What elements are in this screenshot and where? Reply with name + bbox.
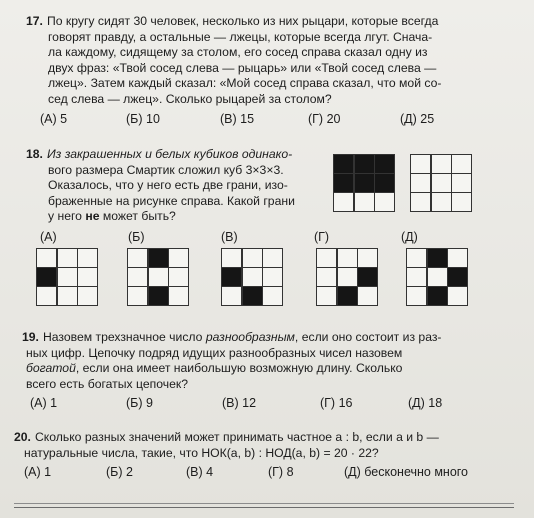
problem-17-line-2: говорят правду, а остальные — лжецы, которые всегда лгут. Снача- bbox=[48, 29, 433, 44]
problem-17-line-3: ла каждому, сидящему за столом, его сосед справа сказал одну из bbox=[48, 45, 428, 60]
white-cube-cell bbox=[222, 249, 241, 267]
problem-19-answers bbox=[22, 396, 492, 412]
white-cube-cell bbox=[58, 268, 77, 286]
answer-option-c[interactable]: (В) 4 bbox=[186, 465, 214, 480]
given-face-white bbox=[410, 154, 472, 212]
white-cube-cell bbox=[355, 193, 374, 211]
problem-17 bbox=[26, 14, 496, 127]
white-cube-cell bbox=[452, 174, 471, 192]
white-cube-cell bbox=[169, 287, 188, 305]
problem-19-number: 19. bbox=[22, 330, 39, 344]
white-cube-cell bbox=[317, 249, 336, 267]
problem-18-line-3: Оказалось, что у него есть две грани, изо- bbox=[48, 178, 288, 193]
answer-option-a[interactable]: (А) 1 bbox=[30, 396, 58, 411]
problem-19-line-4: всего есть богатых цепочек? bbox=[26, 376, 188, 391]
white-cube-cell bbox=[317, 268, 336, 286]
answer-option-d[interactable]: (Г) 16 bbox=[320, 396, 353, 411]
white-cube-cell bbox=[37, 249, 56, 267]
white-cube-cell bbox=[411, 155, 430, 173]
option-face-e[interactable] bbox=[406, 248, 468, 306]
answer-option-a[interactable]: (А) 5 bbox=[40, 111, 68, 126]
given-face-dark bbox=[333, 154, 395, 212]
problem-17-line-5: лжец». Затем каждый сказал: «Мой сосед справа сказал, что мой со- bbox=[48, 76, 442, 91]
problem-19-line-2: ных цифр. Цепочку подряд идущих разнообразных чисел назовем bbox=[26, 345, 403, 360]
white-cube-cell bbox=[243, 268, 262, 286]
white-cube-cell bbox=[452, 193, 471, 211]
dark-cube-cell bbox=[334, 155, 353, 173]
answer-option-c[interactable]: (В) 12 bbox=[222, 396, 257, 411]
problem-18-question-emphasis: не bbox=[85, 209, 100, 224]
dark-cube-cell bbox=[149, 249, 168, 267]
problem-19-line-3-text: , если она имеет наибольшую возможную длину. Сколько bbox=[75, 361, 403, 376]
white-cube-cell bbox=[338, 268, 357, 286]
option-label-b: (Б) bbox=[128, 230, 145, 244]
answer-option-b[interactable]: (Б) 2 bbox=[106, 465, 133, 480]
white-cube-cell bbox=[432, 174, 451, 192]
option-face-c[interactable] bbox=[221, 248, 283, 306]
white-cube-cell bbox=[222, 287, 241, 305]
white-cube-cell bbox=[317, 287, 336, 305]
answer-option-a[interactable]: (А) 1 bbox=[24, 465, 52, 480]
white-cube-cell bbox=[428, 268, 447, 286]
problem-20 bbox=[14, 430, 514, 481]
white-cube-cell bbox=[243, 249, 262, 267]
white-cube-cell bbox=[78, 287, 97, 305]
white-cube-cell bbox=[407, 287, 426, 305]
option-face-b[interactable] bbox=[127, 248, 189, 306]
problem-20-answers bbox=[14, 465, 514, 481]
problem-17-text: По кругу сидят 30 человек, несколько из них рыцари, которые всегда bbox=[46, 14, 439, 28]
white-cube-cell bbox=[452, 155, 471, 173]
problem-19-term-rich: богатой bbox=[26, 361, 76, 376]
option-label-e: (Д) bbox=[401, 230, 418, 244]
dark-cube-cell bbox=[428, 287, 447, 305]
dark-cube-cell bbox=[428, 249, 447, 267]
problem-18-line-1 bbox=[26, 147, 326, 163]
white-cube-cell bbox=[128, 249, 147, 267]
answer-option-b[interactable]: (Б) 9 bbox=[126, 396, 153, 411]
white-cube-cell bbox=[78, 268, 97, 286]
dark-cube-cell bbox=[375, 174, 394, 192]
divider-line bbox=[14, 507, 514, 508]
white-cube-cell bbox=[263, 287, 282, 305]
problem-18-line-5 bbox=[26, 209, 326, 225]
problem-20-line-1 bbox=[14, 430, 514, 446]
problem-17-answers bbox=[26, 112, 496, 128]
problem-20-number: 20. bbox=[14, 430, 31, 444]
white-cube-cell bbox=[169, 249, 188, 267]
white-cube-cell bbox=[338, 249, 357, 267]
white-cube-cell bbox=[358, 287, 377, 305]
white-cube-cell bbox=[263, 268, 282, 286]
white-cube-cell bbox=[432, 193, 451, 211]
problem-17-number: 17. bbox=[26, 14, 43, 28]
dark-cube-cell bbox=[355, 174, 374, 192]
white-cube-cell bbox=[128, 268, 147, 286]
answer-option-b[interactable]: (Б) 10 bbox=[126, 111, 160, 126]
dark-cube-cell bbox=[37, 268, 56, 286]
white-cube-cell bbox=[58, 287, 77, 305]
white-cube-cell bbox=[169, 268, 188, 286]
answer-option-e[interactable]: (Д) бесконечно много bbox=[344, 465, 469, 480]
answer-option-e[interactable]: (Д) 25 bbox=[400, 111, 435, 126]
problem-19-line-3 bbox=[22, 361, 492, 377]
dark-cube-cell bbox=[355, 155, 374, 173]
dark-cube-cell bbox=[375, 155, 394, 173]
white-cube-cell bbox=[334, 193, 353, 211]
problem-17-line-1 bbox=[26, 14, 496, 30]
dark-cube-cell bbox=[338, 287, 357, 305]
dark-cube-cell bbox=[149, 287, 168, 305]
dark-cube-cell bbox=[448, 268, 467, 286]
problem-18-line-2: вого размера Смартик сложил куб 3×3×3. bbox=[48, 162, 284, 177]
white-cube-cell bbox=[432, 155, 451, 173]
problem-17-line-6: сед слева — лжец». Сколько рыцарей за столом? bbox=[48, 91, 332, 106]
problem-18 bbox=[26, 147, 326, 225]
option-face-a[interactable] bbox=[36, 248, 98, 306]
dark-cube-cell bbox=[222, 268, 241, 286]
option-face-d[interactable] bbox=[316, 248, 378, 306]
problem-17-line-4: двух фраз: «Твой сосед слева — рыцарь» или «Твой сосед слева — bbox=[48, 60, 437, 75]
white-cube-cell bbox=[128, 287, 147, 305]
problem-19-line-1 bbox=[22, 330, 492, 346]
option-label-a: (А) bbox=[40, 230, 57, 244]
white-cube-cell bbox=[448, 287, 467, 305]
problem-19-term-diverse: разнообразным bbox=[205, 330, 295, 344]
problem-19-text-post: , если оно состоит из раз- bbox=[294, 330, 442, 344]
white-cube-cell bbox=[78, 249, 97, 267]
problem-18-text: Из закрашенных и белых кубиков одинако- bbox=[46, 147, 293, 161]
white-cube-cell bbox=[58, 249, 77, 267]
white-cube-cell bbox=[263, 249, 282, 267]
dark-cube-cell bbox=[243, 287, 262, 305]
answer-option-e[interactable]: (Д) 18 bbox=[408, 396, 443, 411]
divider-line bbox=[14, 503, 514, 504]
white-cube-cell bbox=[37, 287, 56, 305]
answer-option-d[interactable]: (Г) 20 bbox=[308, 111, 341, 126]
problem-20-text: Сколько разных значений может принимать частное a : b, если a и b — bbox=[34, 430, 439, 444]
white-cube-cell bbox=[407, 249, 426, 267]
white-cube-cell bbox=[407, 268, 426, 286]
white-cube-cell bbox=[411, 193, 430, 211]
problem-19-text-pre: Назовем трехзначное число bbox=[42, 330, 206, 344]
answer-option-d[interactable]: (Г) 8 bbox=[268, 465, 294, 480]
dark-cube-cell bbox=[358, 268, 377, 286]
problem-18-question-post: может быть? bbox=[99, 209, 176, 224]
white-cube-cell bbox=[358, 249, 377, 267]
option-label-d: (Г) bbox=[314, 230, 330, 244]
problem-18-line-4: браженные на рисунке справа. Какой грани bbox=[48, 193, 295, 208]
white-cube-cell bbox=[448, 249, 467, 267]
problem-18-question-pre: у него bbox=[48, 209, 86, 224]
problem-19 bbox=[22, 330, 492, 412]
white-cube-cell bbox=[149, 268, 168, 286]
answer-option-c[interactable]: (В) 15 bbox=[220, 111, 255, 126]
white-cube-cell bbox=[375, 193, 394, 211]
dark-cube-cell bbox=[334, 174, 353, 192]
problem-20-line-2: натуральные числа, такие, что НОК(a, b) : НОД(a, b) = 20 · 22? bbox=[24, 445, 379, 460]
option-label-c: (В) bbox=[221, 230, 238, 244]
white-cube-cell bbox=[411, 174, 430, 192]
problem-18-number: 18. bbox=[26, 147, 43, 161]
